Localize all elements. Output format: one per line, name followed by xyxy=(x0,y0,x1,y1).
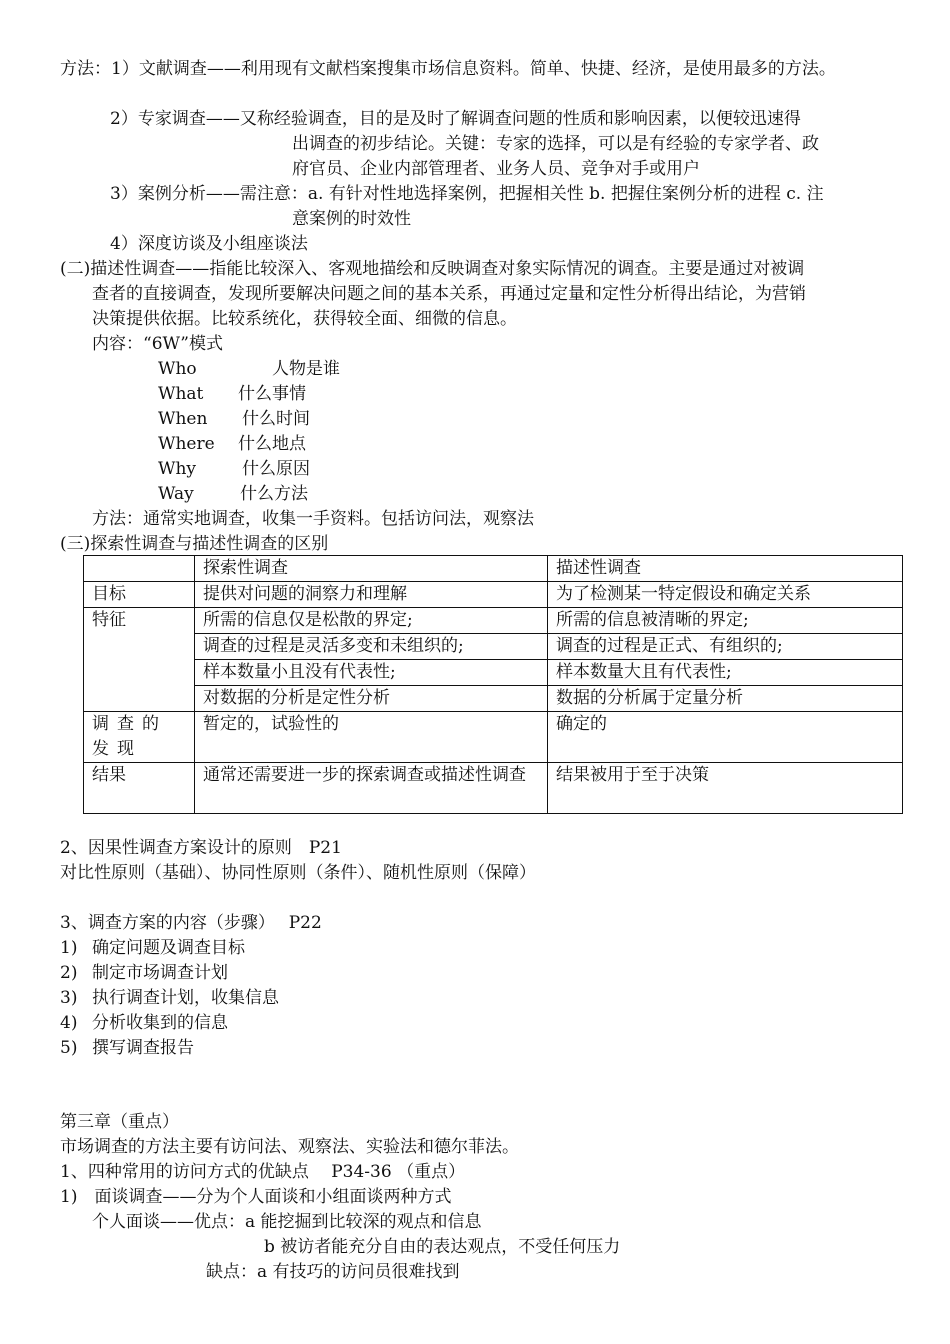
table-cell: 提供对问题的洞察力和理解 xyxy=(195,582,548,608)
table-row xyxy=(84,712,903,763)
plan-title: 3、调查方案的内容（步骤） P22 xyxy=(60,913,322,933)
six-w-zh: 什么原因 xyxy=(242,459,310,479)
six-w-zh: 什么方法 xyxy=(240,484,308,504)
methods-expert-line: 府官员、企业内部管理者、业务人员、竞争对手或用户 xyxy=(292,159,700,179)
table-cell: 调查的过程是灵活多变和未组织的; xyxy=(195,634,548,660)
six-w-en: When xyxy=(158,409,208,429)
plan-step: 分析收集到的信息 xyxy=(92,1013,228,1033)
plan-step: 撰写调查报告 xyxy=(92,1038,194,1058)
plan-step: 制定市场调查计划 xyxy=(92,963,228,983)
comparison-table xyxy=(83,555,903,814)
personal-interview-line: 个人面谈——优点：a 能挖掘到比较深的观点和信息 xyxy=(92,1212,482,1232)
comparison-heading: (三)探索性调查与描述性调查的区别 xyxy=(60,534,329,554)
methods-expert-line: 出调查的初步结论。关键：专家的选择，可以是有经验的专家学者、政 xyxy=(292,134,819,154)
table-row xyxy=(84,556,903,582)
methods-case-line: 3）案例分析——需注意：a. 有针对性地选择案例，把握相关性 b. 把握住案例分析的进程 c. 注 xyxy=(110,184,824,204)
descriptive-paragraph-line: 决策提供依据。比较系统化，获得较全面、细微的信息。 xyxy=(92,309,517,329)
six-w-en: What xyxy=(158,384,204,404)
chapter-intro: 市场调查的方法主要有访问法、观察法、实验法和德尔菲法。 xyxy=(60,1137,519,1157)
plan-step-num: 4) xyxy=(60,1013,78,1033)
chapter-subheading: 1、四种常用的访问方式的优缺点 P34-36 （重点） xyxy=(60,1162,466,1182)
six-w-en: Who xyxy=(158,359,197,379)
table-row xyxy=(84,582,903,608)
table-row xyxy=(84,660,903,686)
chapter-item: 1) 面谈调查——分为个人面谈和小组面谈两种方式 xyxy=(60,1187,452,1207)
table-cell xyxy=(84,556,195,582)
six-w-zh: 人物是谁 xyxy=(272,359,340,379)
plan-step: 执行调查计划，收集信息 xyxy=(92,988,279,1008)
six-w-en: Why xyxy=(158,459,197,479)
six-w-en: Where xyxy=(158,434,215,454)
plan-step-num: 2) xyxy=(60,963,78,983)
table-cell: 所需的信息仅是松散的界定; xyxy=(195,608,548,634)
table-cell: 描述性调查 xyxy=(548,556,903,582)
causal-body: 对比性原则（基础）、协同性原则（条件）、随机性原则（保障） xyxy=(60,863,536,883)
methods-case-line: 意案例的时效性 xyxy=(292,209,411,229)
table-row xyxy=(84,763,903,814)
plan-step-num: 1) xyxy=(60,938,78,958)
personal-interview-line: 缺点：a 有技巧的访问员很难找到 xyxy=(206,1262,460,1282)
table-cell: 目标 xyxy=(84,582,195,608)
descriptive-paragraph-line: 查者的直接调查，发现所要解决问题之间的基本关系，再通过定量和定性分析得出结论，为营销 xyxy=(92,284,806,304)
methods-literature-line: 方法：1）文献调查——利用现有文献档案搜集市场信息资料。简单、快捷、经济，是使用最多的方法。 xyxy=(60,59,836,79)
personal-interview-line: b 被访者能充分自由的表达观点，不受任何压力 xyxy=(264,1237,621,1257)
descriptive-method-line: 方法：通常实地调查，收集一手资料。包括访问法，观察法 xyxy=(92,509,534,529)
table-cell: 结果被用于至于决策 xyxy=(548,763,903,814)
descriptive-paragraph-line: (二)描述性调查——指能比较深入、客观地描绘和反映调查对象实际情况的调查。主要是通过对被调 xyxy=(60,259,805,279)
table-cell: 通常还需要进一步的探索调查或描述性调查 xyxy=(195,763,548,814)
table-cell: 暂定的，试验性的 xyxy=(195,712,548,763)
plan-step-num: 5) xyxy=(60,1038,78,1058)
table-cell: 对数据的分析是定性分析 xyxy=(195,686,548,712)
six-w-label: 内容：“6W”模式 xyxy=(92,334,223,354)
table-row xyxy=(84,686,903,712)
six-w-zh: 什么事情 xyxy=(238,384,306,404)
table-row xyxy=(84,608,903,634)
table-cell: 样本数量大且有代表性; xyxy=(548,660,903,686)
six-w-zh: 什么时间 xyxy=(242,409,310,429)
six-w-zh: 什么地点 xyxy=(238,434,306,454)
plan-step: 确定问题及调查目标 xyxy=(92,938,245,958)
table-cell: 特征 xyxy=(84,608,195,712)
methods-expert-line: 2）专家调查——又称经验调查，目的是及时了解调查问题的性质和影响因素，以便较迅速得 xyxy=(110,109,801,129)
chapter-title: 第三章（重点） xyxy=(60,1112,179,1132)
table-cell: 调查的发现 xyxy=(84,712,195,763)
table-cell: 样本数量小且没有代表性; xyxy=(195,660,548,686)
table-cell: 结果 xyxy=(84,763,195,814)
methods-interview-line: 4）深度访谈及小组座谈法 xyxy=(110,234,308,254)
table-cell: 确定的 xyxy=(548,712,903,763)
causal-title: 2、因果性调查方案设计的原则 P21 xyxy=(60,838,342,858)
table-cell: 为了检测某一特定假设和确定关系 xyxy=(548,582,903,608)
six-w-en: Way xyxy=(158,484,194,504)
table-cell: 探索性调查 xyxy=(195,556,548,582)
table-cell: 数据的分析属于定量分析 xyxy=(548,686,903,712)
plan-step-num: 3) xyxy=(60,988,78,1008)
table-cell: 调查的过程是正式、有组织的; xyxy=(548,634,903,660)
table-cell: 所需的信息被清晰的界定; xyxy=(548,608,903,634)
table-row xyxy=(84,634,903,660)
